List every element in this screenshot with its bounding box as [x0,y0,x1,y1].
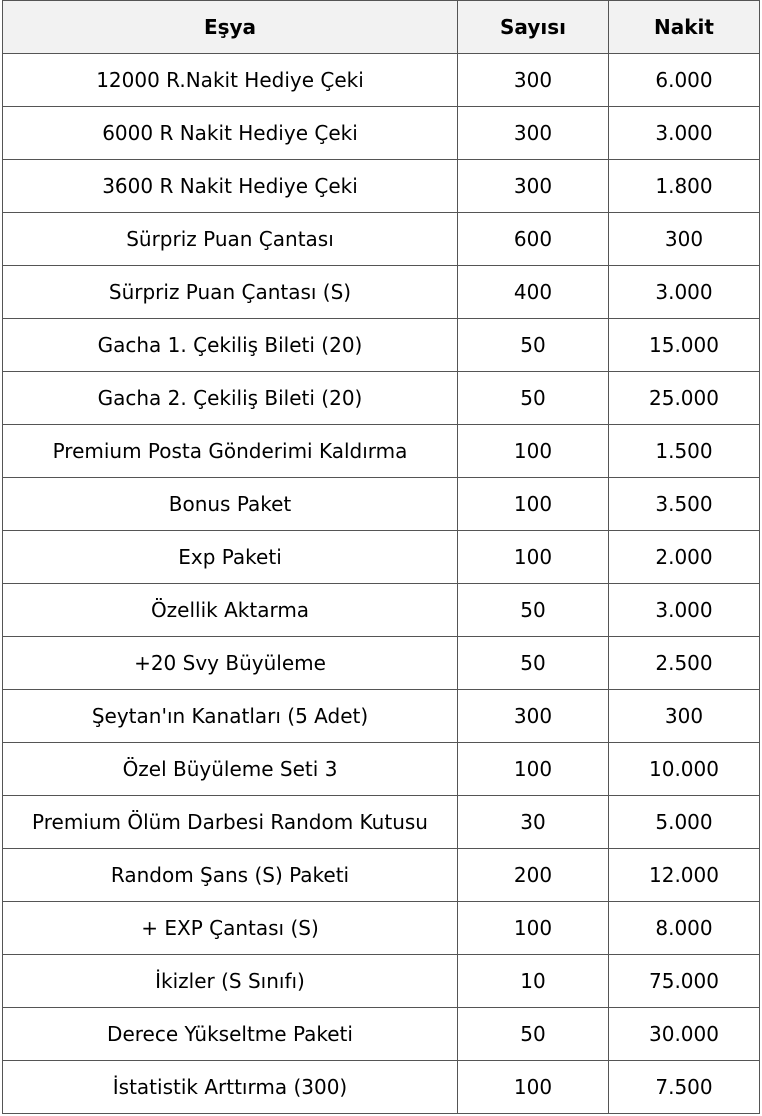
table-row [3,796,760,849]
item-name-cell: Özel Büyüleme Seti 3 [3,743,458,796]
item-name-cell: 12000 R.Nakit Hediye Çeki [3,54,458,107]
item-count-cell: 200 [458,849,609,902]
item-count-cell: 100 [458,743,609,796]
table-row [3,1008,760,1061]
item-name-cell: Özellik Aktarma [3,584,458,637]
item-cash-cell: 3.000 [609,584,760,637]
item-name-cell: Sürpriz Puan Çantası [3,213,458,266]
item-cash-cell: 25.000 [609,372,760,425]
item-count-cell: 50 [458,319,609,372]
item-cash-cell: 8.000 [609,902,760,955]
item-cash-cell: 15.000 [609,319,760,372]
item-name-cell: Şeytan'ın Kanatları (5 Adet) [3,690,458,743]
table-row [3,531,760,584]
item-name-cell: 6000 R Nakit Hediye Çeki [3,107,458,160]
table-row [3,1061,760,1114]
item-count-cell: 100 [458,478,609,531]
item-count-cell: 50 [458,1008,609,1061]
item-name-cell: +20 Svy Büyüleme [3,637,458,690]
item-count-cell: 300 [458,160,609,213]
item-count-cell: 30 [458,796,609,849]
item-name-cell: Sürpriz Puan Çantası (S) [3,266,458,319]
column-header-item: Eşya [3,1,458,54]
table-row [3,743,760,796]
item-count-cell: 400 [458,266,609,319]
table-row [3,107,760,160]
table-body [3,54,760,1114]
item-cash-cell: 30.000 [609,1008,760,1061]
table-row [3,849,760,902]
table-row [3,478,760,531]
item-cash-cell: 3.500 [609,478,760,531]
column-header-cash: Nakit [609,1,760,54]
item-count-cell: 600 [458,213,609,266]
item-count-cell: 300 [458,107,609,160]
table-row [3,955,760,1008]
table-row [3,584,760,637]
table-row [3,637,760,690]
item-cash-cell: 300 [609,690,760,743]
table-row [3,213,760,266]
item-cash-cell: 5.000 [609,796,760,849]
item-count-cell: 100 [458,425,609,478]
item-count-cell: 50 [458,637,609,690]
item-name-cell: Premium Posta Gönderimi Kaldırma [3,425,458,478]
item-name-cell: Gacha 1. Çekiliş Bileti (20) [3,319,458,372]
item-cash-cell: 1.800 [609,160,760,213]
table-row [3,690,760,743]
item-name-cell: 3600 R Nakit Hediye Çeki [3,160,458,213]
table-row [3,425,760,478]
item-cash-cell: 2.000 [609,531,760,584]
item-cash-cell: 75.000 [609,955,760,1008]
item-cash-cell: 12.000 [609,849,760,902]
item-count-cell: 300 [458,54,609,107]
item-cash-cell: 3.000 [609,266,760,319]
table-row [3,266,760,319]
item-name-cell: Gacha 2. Çekiliş Bileti (20) [3,372,458,425]
item-cash-cell: 10.000 [609,743,760,796]
column-header-count: Sayısı [458,1,609,54]
item-cash-cell: 7.500 [609,1061,760,1114]
item-name-cell: Exp Paketi [3,531,458,584]
item-price-table [2,0,760,1114]
table-row [3,902,760,955]
item-cash-cell: 6.000 [609,54,760,107]
table-header-row [3,1,760,54]
item-name-cell: Derece Yükseltme Paketi [3,1008,458,1061]
table-row [3,319,760,372]
item-count-cell: 100 [458,902,609,955]
item-count-cell: 100 [458,531,609,584]
item-name-cell: + EXP Çantası (S) [3,902,458,955]
item-name-cell: İstatistik Arttırma (300) [3,1061,458,1114]
table-row [3,160,760,213]
item-name-cell: Premium Ölüm Darbesi Random Kutusu [3,796,458,849]
item-name-cell: Random Şans (S) Paketi [3,849,458,902]
item-count-cell: 10 [458,955,609,1008]
item-count-cell: 50 [458,584,609,637]
item-cash-cell: 1.500 [609,425,760,478]
item-name-cell: İkizler (S Sınıfı) [3,955,458,1008]
item-name-cell: Bonus Paket [3,478,458,531]
item-cash-cell: 3.000 [609,107,760,160]
table-row [3,372,760,425]
item-count-cell: 300 [458,690,609,743]
table-row [3,54,760,107]
item-count-cell: 100 [458,1061,609,1114]
item-cash-cell: 300 [609,213,760,266]
item-count-cell: 50 [458,372,609,425]
item-cash-cell: 2.500 [609,637,760,690]
